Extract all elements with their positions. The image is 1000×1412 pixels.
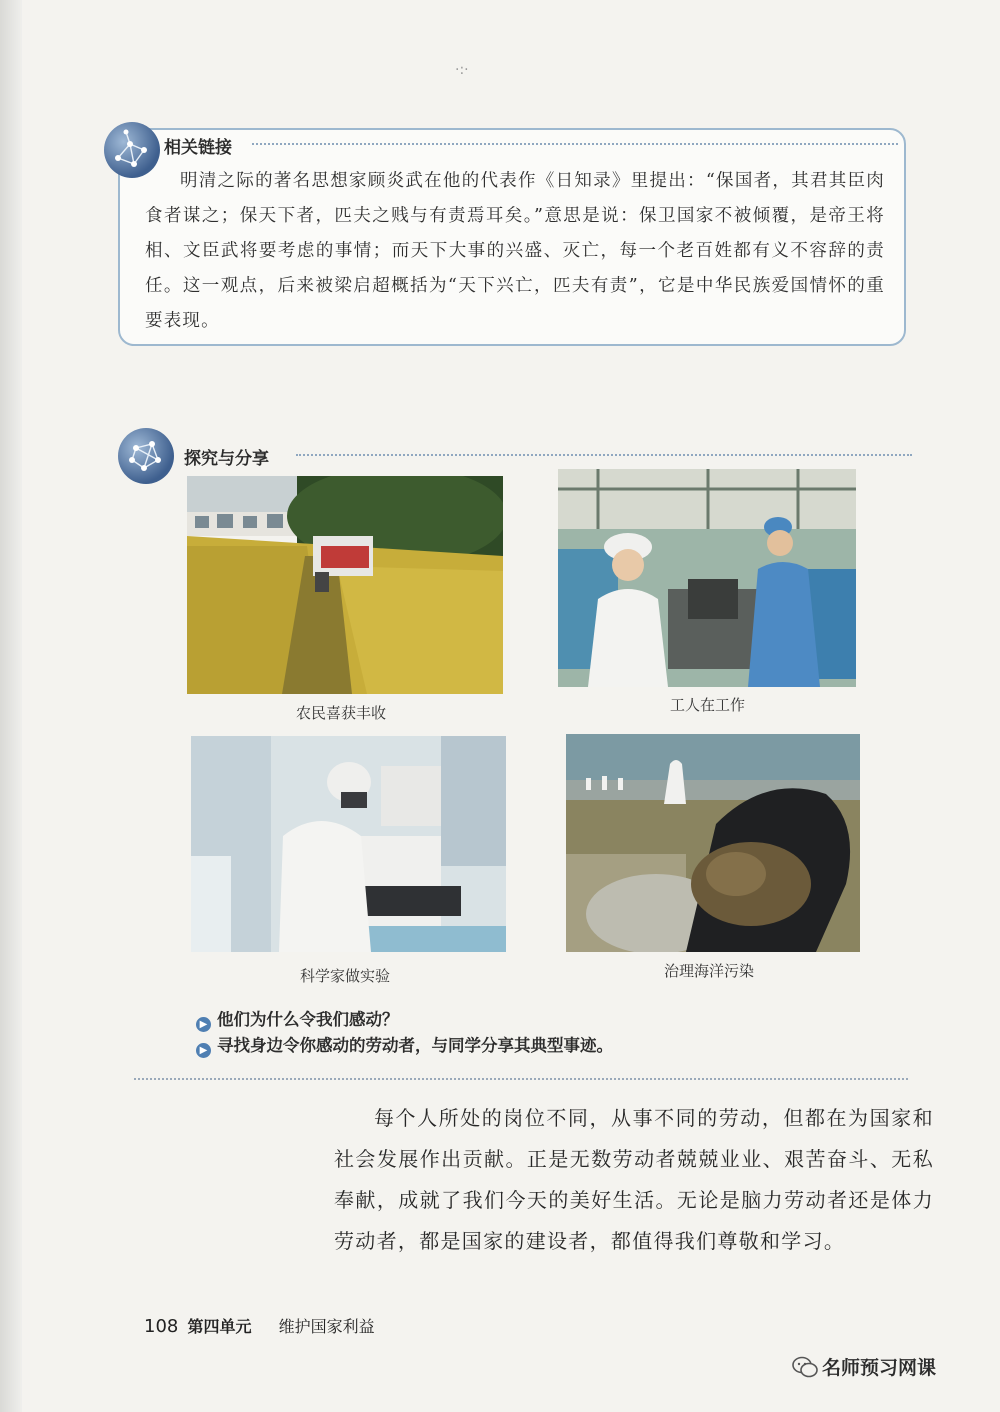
question-item bbox=[196, 1032, 613, 1058]
watermark bbox=[792, 1353, 936, 1380]
page-number: 108 bbox=[144, 1316, 179, 1337]
question-item bbox=[196, 1006, 399, 1032]
photo-caption: 农民喜获丰收 bbox=[296, 704, 387, 722]
photo-caption: 治理海洋污染 bbox=[664, 962, 755, 980]
watermark-text: 名师预习网课 bbox=[822, 1357, 937, 1379]
photo-caption: 科学家做实验 bbox=[300, 967, 391, 985]
unit-title: 维护国家利益 bbox=[278, 1317, 375, 1336]
question-text: 他们为什么令我们感动？ bbox=[217, 1010, 399, 1029]
lab-photo bbox=[191, 736, 506, 952]
molecule-icon bbox=[118, 428, 174, 484]
page-footer bbox=[144, 1314, 375, 1337]
page-smudge: ·:· bbox=[455, 62, 469, 78]
wechat-icon bbox=[792, 1356, 818, 1378]
question-text: 寻找身边令你感动的劳动者，与同学分享其典型事迹。 bbox=[217, 1036, 613, 1055]
photo-caption: 工人在工作 bbox=[670, 696, 746, 714]
section-divider bbox=[134, 1078, 908, 1080]
ocean-cleanup-photo bbox=[566, 734, 860, 952]
page-binding-edge bbox=[0, 0, 22, 1412]
related-link-text: 明清之际的著名思想家顾炎武在他的代表作《日知录》里提出：“保国者，其君其臣肉食者谋之；保天下者，匹夫之贱与有责焉耳矣。”意思是说：保卫国家不被倾覆，是帝王将相、文臣武将要考虑的事情；而天下大事的兴盛、灭亡，每一个老百姓都有义不容辞的责任。这一观点，后来被梁启超概括为“天下兴亡，匹夫有责”，它是中华民族爱国情怀的重要表现。 bbox=[145, 171, 885, 331]
play-bullet-icon: ▶ bbox=[196, 1017, 211, 1032]
body-paragraph: 每个人所处的岗位不同，从事不同的劳动，但都在为国家和社会发展作出贡献。正是无数劳动者兢兢业业、艰苦奋斗、无私奉献，成就了我们今天的美好生活。无论是脑力劳动者还是体力劳动者，都是国家的建设者，都值得我们尊敬和学习。 bbox=[334, 1106, 934, 1253]
title-divider bbox=[252, 143, 898, 145]
harvest-photo bbox=[187, 476, 503, 694]
play-bullet-icon: ▶ bbox=[196, 1043, 211, 1058]
explore-share-title: 探究与分享 bbox=[184, 449, 269, 469]
related-link-title: 相关链接 bbox=[164, 138, 232, 158]
title-divider bbox=[296, 454, 912, 456]
unit-label: 第四单元 bbox=[187, 1317, 252, 1336]
factory-photo bbox=[558, 469, 856, 687]
